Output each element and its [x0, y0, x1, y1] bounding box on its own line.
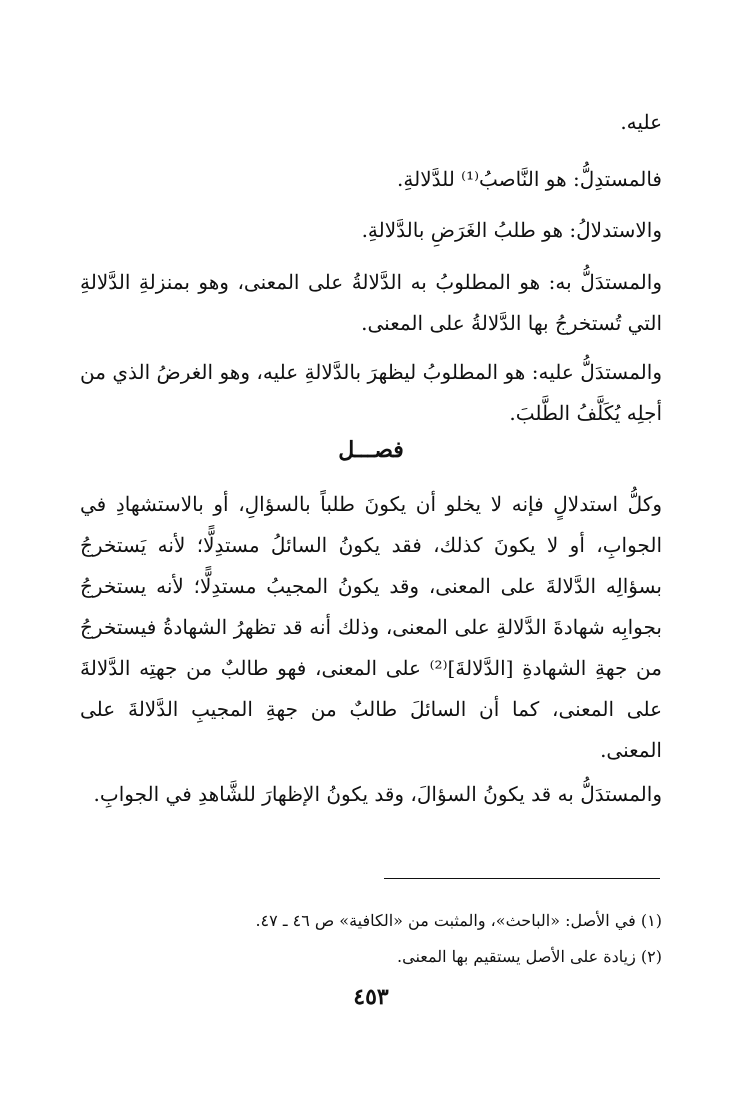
- section-heading: فصـــل: [338, 437, 404, 463]
- section-paragraph-closing: والمستدَلُّ به قد يكونُ السؤالَ، وقد يكونُ الإظهارَ للشَّاهدِ في الجوابِ.: [93, 782, 662, 806]
- definition-mustadal-alayh: والمستدَلُّ عليه: هو المطلوبُ ليظهرَ بالدَّلالةِ عليه، وهو الغرضُ الذي من أجلِه يُكَلَّفُ الطَّلبَ.: [80, 360, 662, 425]
- footnote-2: (٢) زيادة على الأصل يستقيم بها المعنى.: [397, 947, 662, 966]
- footnote-separator: [384, 878, 660, 879]
- definition-mustadill: فالمستدِلُّ: هو النَّاصبُ⁽¹⁾ للدَّلالةِ.: [397, 167, 662, 191]
- footnote-1: (١) في الأصل: «الباحث»، والمثبت من «الكافية» ص ٤٦ ـ ٤٧.: [255, 911, 662, 930]
- definition-mustadal-bih: والمستدَلُّ به: هو المطلوبُ به الدَّلالةُ على المعنى، وهو بمنزلةِ الدَّلالةِ التي تُستخرجُ بها الدَّلالةُ على المعنى.: [80, 270, 662, 335]
- page-number: ٤٥٣: [353, 984, 389, 1010]
- section-paragraph-main: وكلُّ استدلالٍ فإنه لا يخلو أن يكونَ طلباً بالسؤالِ، أو بالاستشهادِ في الجوابِ، أو لا يكونَ كذلك، فقد يكونُ السائلُ مستدِلًّا؛ لأنه يَستخرجُ بسؤالِه الدَّلالةَ على المعنى، وقد يكونُ المجيبُ مستدِلًّا؛ لأنه يستخرجُ بجوابِه شهادةَ الدَّلالةِ على المعنى، وذلك أنه قد تظهرُ الشهادةُ فيستخرجُ من جهةِ الشهادةِ [الدَّلالةَ]⁽²⁾ على المعنى، فهو طالبٌ من جهتِه الدَّلالةَ على المعنى، كما أن السائلَ طالبٌ من جهةِ المجيبِ الدَّلالةَ على المعنى.: [80, 492, 662, 762]
- definition-istidlal: والاستدلالُ: هو طلبُ الغَرَضِ بالدَّلالةِ.: [361, 218, 662, 242]
- text-line-continuation: عليه.: [620, 110, 662, 134]
